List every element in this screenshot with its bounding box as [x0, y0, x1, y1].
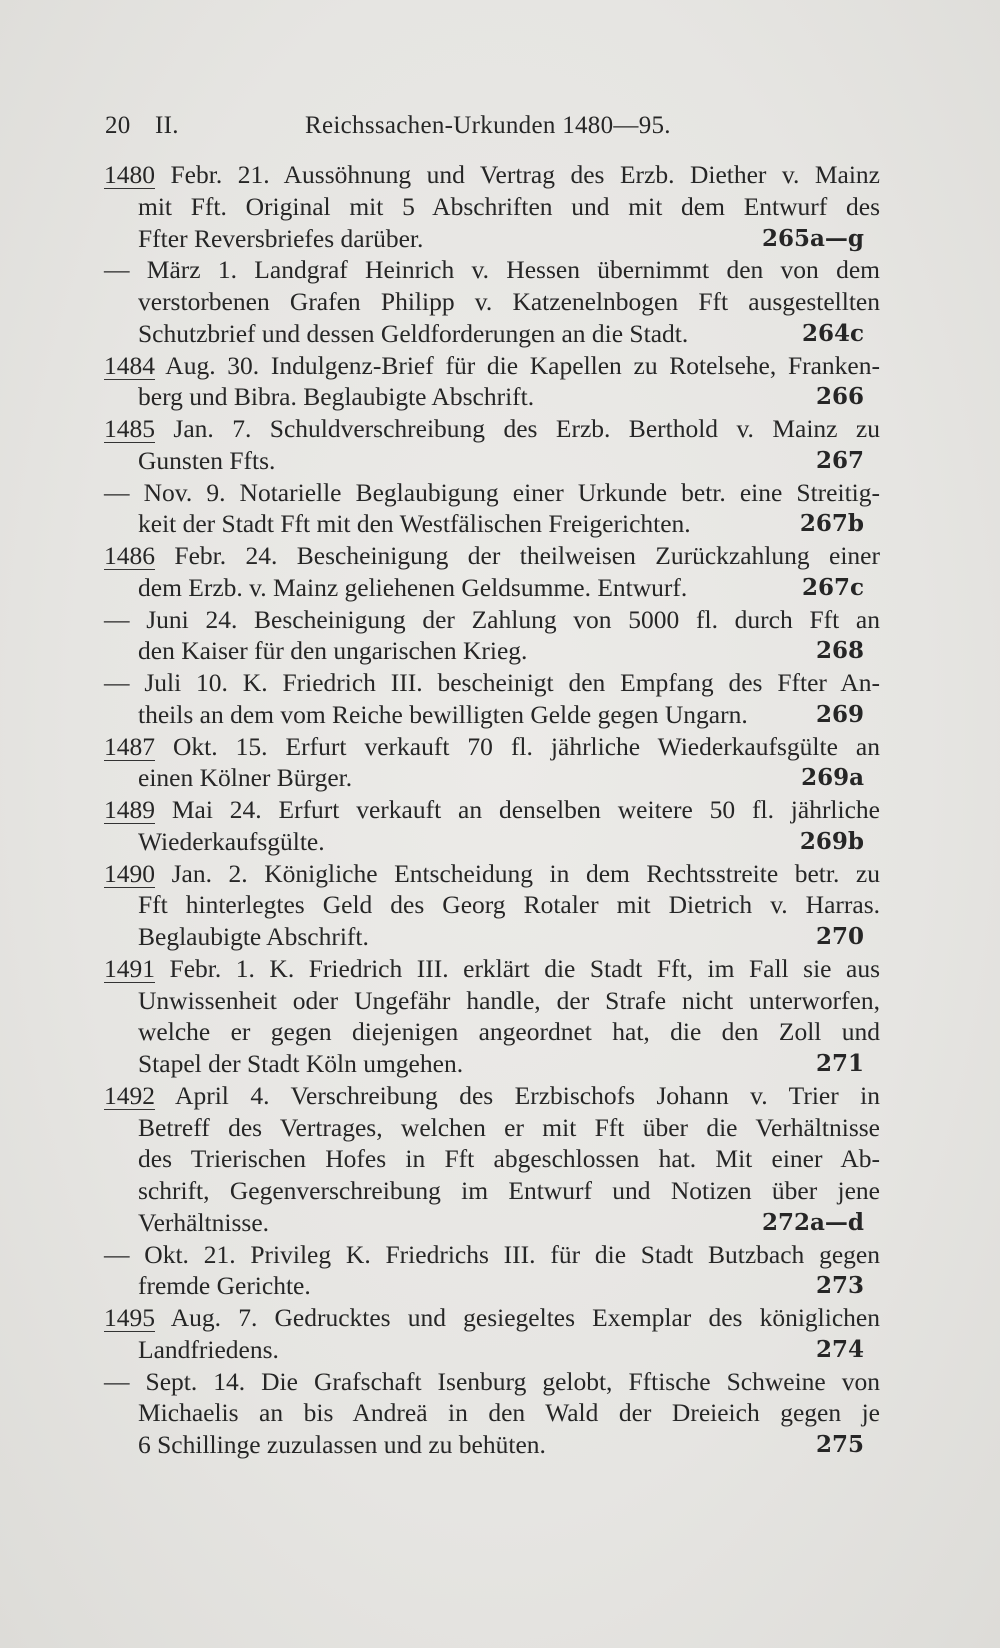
document-number: 267 [815, 446, 864, 474]
document-number: 266 [815, 383, 864, 411]
entry-heading-line [104, 160, 880, 190]
entry-text: einen Kölner Bürger. [138, 763, 353, 793]
entry-text: — Okt. 21. Privileg K. Friedrichs III. für die Stadt Butzbach gegen [104, 1239, 880, 1269]
entry-text: dem Erzb. v. Mainz geliehenen Geldsumme. Entwurf. [138, 572, 688, 602]
entry-heading-line [104, 478, 880, 508]
entry-text: des Trierischen Hofes in Fft abgeschlossen hat. Mit einer Ab- [138, 1144, 880, 1174]
entry-text: — Nov. 9. Notarielle Beglaubigung einer Urkunde betr. eine Streitig- [104, 477, 880, 507]
entry-text-line [138, 922, 864, 952]
entry-year: 1489 [104, 795, 155, 824]
entry-text: Schutzbrief und dessen Geldforderungen an die Stadt. [138, 318, 689, 348]
document-number: 269 [815, 700, 864, 728]
entry-heading-line [104, 1081, 880, 1111]
entry-text: schrift, Gegenverschreibung im Entwurf und Notizen über jene [138, 1176, 880, 1205]
entry-heading-text: Mai 24. Erfurt verkauft an denselben weitere 50 fl. jährliche [155, 795, 880, 824]
entry-text: Michaelis an bis Andreä in den Wald der Dreieich gegen je [138, 1398, 880, 1428]
entry-text: — Sept. 14. Die Grafschaft Isenburg gelobt, Fftische Schweine von [104, 1366, 880, 1396]
entry-text: Stapel der Stadt Köln umgehen. [138, 1049, 464, 1078]
entry-text-line [138, 1398, 880, 1428]
entry-text: Wiederkaufsgülte. [138, 826, 325, 856]
entry-heading-line [104, 541, 880, 571]
entry-text-line [138, 1208, 864, 1238]
entry-text: — Juli 10. K. Friedrich III. bescheinigt den Empfang des Ffter An- [104, 668, 880, 697]
entry-text: Landfriedens. [138, 1334, 279, 1364]
entry-heading-text: Jan. 7. Schuldverschreibung des Erzb. Berthold v. Mainz zu [155, 414, 880, 443]
document-number: 273 [815, 1272, 864, 1300]
entry-text-line [138, 1271, 864, 1301]
document-number: 272a—d [762, 1208, 864, 1236]
entry-heading-line [104, 668, 880, 698]
entry-text: — März 1. Landgraf Heinrich v. Hessen übernimmt den von dem [104, 255, 880, 285]
entry-text-line [138, 1430, 864, 1460]
document-number: 269a [801, 764, 864, 792]
entry-year: 1486 [104, 541, 155, 570]
entry-text-line [138, 1113, 880, 1143]
page-number: 20 [105, 112, 131, 139]
entry-text-line [138, 1017, 880, 1047]
entry-text-line [138, 1049, 864, 1079]
entry-heading-line [104, 1303, 880, 1333]
entry-text: den Kaiser für den ungarischen Krieg. [138, 636, 528, 666]
entry-heading-text: Febr. 24. Bescheinigung der theilweisen Zurückzahlung einer [155, 541, 880, 570]
entry-text: keit der Stadt Fft mit den Westfälischen Freigerichten. [138, 509, 691, 539]
entry-text-line [138, 224, 864, 254]
entry-text-line [138, 1144, 880, 1174]
entry-text-line [138, 192, 880, 222]
running-head [105, 112, 885, 144]
document-number: 271 [815, 1050, 864, 1077]
document-number: 264c [801, 319, 864, 347]
entry-text: fremde Gerichte. [138, 1271, 311, 1301]
entry-text-line [138, 700, 864, 730]
entry-text-line [138, 890, 880, 920]
entry-text: berg und Bibra. Beglaubigte Abschrift. [138, 382, 535, 412]
entry-heading-line [104, 954, 880, 984]
entry-text: verstorbenen Grafen Philipp v. Katzenelnbogen Fft ausgestellten [138, 287, 880, 316]
entry-text: Betreff des Vertrages, welchen er mit Fft über die Verhältnisse [138, 1112, 880, 1142]
entry-text: — Juni 24. Bescheinigung der Zahlung von 5000 fl. durch Fft an [104, 604, 880, 634]
entry-text-line [138, 986, 880, 1016]
document-number: 268 [815, 637, 864, 665]
document-number: 274 [815, 1335, 864, 1363]
document-number: 267b [799, 510, 864, 538]
entry-year: 1484 [104, 350, 155, 380]
entry-heading-text: Jan. 2. Königliche Entscheidung in dem Rechtsstreite betr. zu [155, 858, 880, 888]
entry-year: 1492 [104, 1080, 155, 1110]
entry-text-line [138, 446, 864, 476]
document-number: 269b [799, 827, 864, 855]
entry-text: welche er gegen diejenigen angeordnet hat, die den Zoll und [138, 1017, 880, 1047]
entry-text-line [138, 1335, 864, 1365]
entry-text: mit Fft. Original mit 5 Abschriften und mit dem Entwurf des [138, 191, 880, 221]
entry-text: Ffter Reversbriefes darüber. [138, 223, 424, 253]
entry-heading-line [104, 859, 880, 889]
entry-text-line [138, 636, 864, 666]
document-number: 270 [815, 923, 864, 950]
entry-heading-text: Aug. 30. Indulgenz-Brief für die Kapellen zu Rotelsehe, Franken- [155, 350, 880, 380]
entry-year: 1480 [104, 160, 155, 189]
document-number: 267c [801, 573, 864, 601]
entry-heading-text: Okt. 15. Erfurt verkauft 70 fl. jährliche Wiederkaufsgülte an [155, 731, 880, 761]
entry-text: Beglaubigte Abschrift. [138, 922, 369, 951]
entry-heading-text: Aug. 7. Gedrucktes und gesiegeltes Exemplar des königlichen [155, 1303, 880, 1332]
entry-text-line [138, 1176, 880, 1206]
entry-heading-line [104, 1367, 880, 1397]
entry-heading-line [104, 414, 880, 444]
entry-heading-text: April 4. Verschreibung des Erzbischofs Johann v. Trier in [155, 1080, 880, 1110]
entry-heading-text: Febr. 1. K. Friedrich III. erklärt die Stadt Fft, im Fall sie aus [155, 953, 880, 983]
entry-heading-text: Febr. 21. Aussöhnung und Vertrag des Erzb. Diether v. Mainz [155, 160, 880, 189]
document-number: 275 [815, 1431, 864, 1458]
entry-text: Fft hinterlegtes Geld des Georg Rotaler mit Dietrich v. Harras. [138, 890, 880, 920]
entry-year: 1485 [104, 414, 155, 443]
entry-text-line [138, 509, 864, 539]
entry-text: Verhältnisse. [138, 1207, 270, 1237]
entry-year: 1495 [104, 1303, 155, 1332]
entry-text: Unwissenheit oder Ungefähr handle, der Strafe nicht unterworfen, [138, 985, 880, 1015]
entry-text-line [138, 763, 864, 793]
entry-text-line [138, 827, 864, 857]
entry-year: 1490 [104, 858, 155, 888]
entry-text: 6 Schillinge zuzulassen und zu behüten. [138, 1430, 546, 1459]
entry-heading-line [104, 351, 880, 381]
entry-heading-line [104, 795, 880, 825]
running-title: Reichssachen-Urkunden 1480—95. [305, 112, 671, 139]
entry-text: theils an dem vom Reiche bewilligten Gelde gegen Ungarn. [138, 699, 748, 729]
entry-text: Gunsten Ffts. [138, 445, 276, 475]
section-number: II. [155, 112, 179, 139]
entry-text-line [138, 382, 864, 412]
entry-year: 1487 [104, 731, 155, 761]
entry-heading-line [104, 605, 880, 635]
entry-text-line [138, 573, 864, 603]
entry-heading-line [104, 1240, 880, 1270]
entry-text-line [138, 287, 880, 317]
entry-heading-line [104, 732, 880, 762]
entry-text-line [138, 319, 864, 349]
entry-year: 1491 [104, 953, 155, 983]
document-number: 265a—g [762, 224, 864, 252]
entry-heading-line [104, 255, 880, 285]
